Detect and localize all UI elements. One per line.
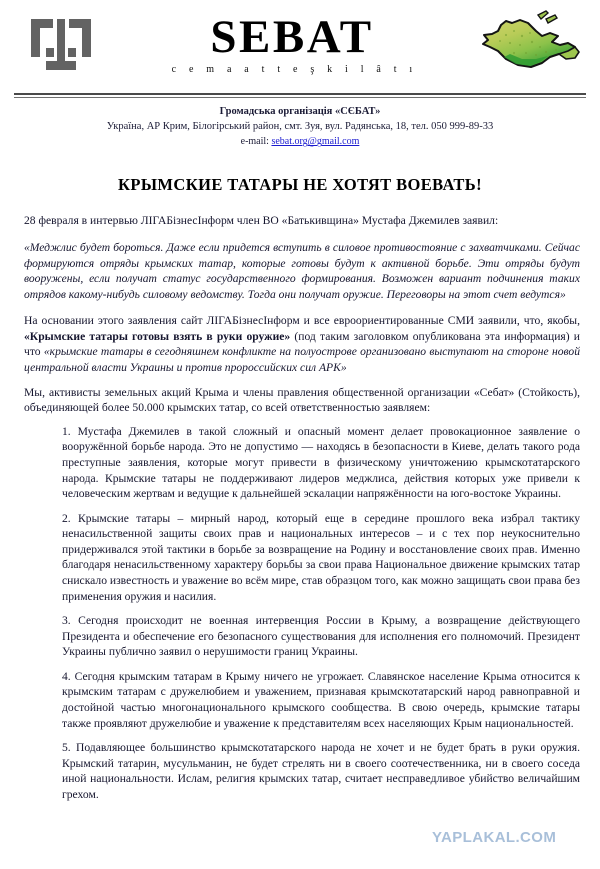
wordmark-tagline: c e m a a t t e ş k i l â t ı	[171, 63, 418, 75]
list-item: 1. Мустафа Джемилев в такой сложный и опасный момент делает провокационное заявление о вооружённой борьбе народа. Это не допустимо — находясь в безопасности в Киеве, делать такого рода преступные заявления, которые могут привести в физическому уничтожению крымскотатарского народа. Крымские татары не поддерживают лидеров меджлиса, действия которых уже привели к человеческим жертвам и ведущие к дальнейшей эскалации напряжённости на юго-востоке Украины.	[62, 424, 580, 501]
statement-points-list	[24, 424, 580, 803]
crimea-map	[474, 9, 586, 83]
crimea-map-icon	[476, 9, 580, 83]
reaction-headline-bold: «Крымские татары готовы взять в руки оружие»	[24, 329, 291, 343]
list-item: 3. Сегодня происходит не военная интервенция России в Крыму, а возвращение действующего Президента и обеспечение его безопасного существования для исполнения его полномочий. Президент Украины публично заявил о нерушимости границ Украины.	[62, 614, 580, 659]
tamga-logo	[14, 17, 110, 75]
media-reaction-paragraph	[24, 313, 580, 375]
wordmark-text: SEBAT	[210, 11, 374, 64]
reaction-text-part2: (под таким заголовком опубликована эта информация) и что	[24, 329, 580, 359]
declaration-paragraph: Мы, активисты земельных акций Крыма и члены правления общественной организации «Себат» (Стойкость), объединяющей более 50.000 крымских татар, со всей ответственностью заявляем:	[24, 385, 580, 415]
site-watermark: YAPLAKAL.COM	[432, 829, 557, 846]
organisation-email-line	[14, 134, 586, 149]
document-body	[14, 213, 586, 802]
list-item: 4. Сегодня крымским татарам в Крыму ничего не угрожает. Славянское население Крыма относится к крымским татарам с дружелюбием и уважением, признавая крымскотатарский народ равноправной и достойной частью многонационального крымского сообщества. В свою очередь, крымские татары также проявляют дружелюбие и уважение к представителям всех населяющих Крым национальностей.	[62, 669, 580, 730]
crimean-tatar-tamga-icon	[28, 17, 94, 75]
letterhead-divider	[14, 93, 586, 98]
list-item: 2. Крымские татары – мирный народ, который еще в середине прошлого века избрал тактику ненасильственной защиты своих прав и национальных интересов – и с тех пор неукоснительно придерживался этой тактики в борьбе за возвращение на Родину и восстановление своих прав. Именно благодаря ненасильственному характеру борьбы за свои права Национальное движение крымских татар снискало известность и уважение во всём мире, став образцом того, как можно защищать свои права без применения оружия и насилия.	[62, 511, 580, 603]
page-title: КРЫМСКИЕ ТАТАРЫ НЕ ХОТЯТ ВОЕВАТЬ!	[117, 175, 482, 195]
list-item: 5. Подавляющее большинство крымскотатарского народа не хочет и не будет брать в руки оружия. Крымский татарин, мусульманин, не будет стрелять ни в своего соотечественника, ни в своего соседа иной национальности. Ислам, религия крымских татар, считает несправедливое убийство величайшим грехом.	[62, 741, 580, 801]
dzhemilev-quote: «Меджлис будет бороться. Даже если придется вступить в силовое противостояние с захватчиками. Сейчас формируются отряды крымских татар, которые готовы будут к активной борьбе. Эти отряды будут вооружены, если получат статус государственного формирования. Возможен вариант подчинения таких отрядов какому-нибудь силовому ведомству. Тогда они получат оружие. Переговоры на этот счет ведутся»	[24, 241, 580, 301]
email-label: e-mail:	[240, 136, 269, 148]
letterhead	[14, 0, 586, 92]
reaction-quote-italic: «крымские татары в сегодняшнем конфликте на полуострове организовано выступают на стороне новой центральной власти Украины и против пророссийских сил АРК»	[24, 345, 580, 375]
organisation-name: Громадська організація «СЄБАТ»	[219, 106, 381, 117]
reaction-text-part1: На основании этого заявления сайт ЛІГАБізнесІнформ и все евроориентированные СМИ заявили, что, якобы,	[24, 314, 580, 328]
intro-paragraph: 28 февраля в интервью ЛІГАБізнесІнформ член ВО «Батькивщина» Мустафа Джемилев заявил:	[24, 214, 499, 228]
organisation-block	[14, 104, 586, 153]
organisation-address: Україна, АР Крим, Білогірський район, смт. Зуя, вул. Радянська, 18, тел. 050 999-89-33	[106, 121, 494, 133]
sebat-wordmark	[110, 11, 474, 76]
email-link[interactable]: sebat.org@gmail.com	[271, 136, 360, 148]
